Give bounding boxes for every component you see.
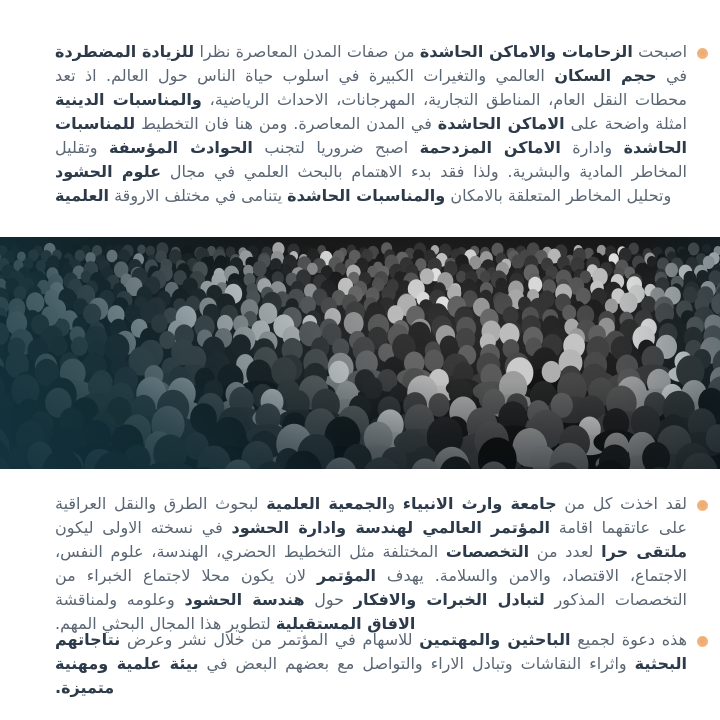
bullet-icon	[697, 636, 708, 647]
paragraph-invitation	[55, 628, 708, 700]
bullet-icon	[697, 500, 708, 511]
paragraph-intro-crowded-places	[55, 40, 708, 208]
paragraph-conference-announcement	[55, 492, 708, 636]
crowd-photo	[0, 237, 720, 469]
paragraph-intro-text: اصبحت الزحامات والاماكن الحاشدة من صفات المدن المعاصرة نظرا للزيادة المضطردة في حجم السكان العالمي والتغيرات الكبيرة في اسلوب حياة الناس حول العالم. اذ تعد محطات النقل العام، المناطق التجارية، المهرجانات، الاحداث الرياضية، والمناسبات الدينية امثلة واضحة على الاماكن الحاشدة في المدن المعاصرة. ومن هنا فان التخطيط للمناسبات الحاشدة وادارة الاماكن المزدحمة اصبح ضروريا لتجنب الحوادث المؤسفة وتقليل المخاطر المادية والبشرية. ولذا فقد بدء الاهتمام بالبحث العلمي في مجال علوم الحشود وتحليل المخاطر المتعلقة بالامكان والمناسبات الحاشدة يتنامى في مختلف الاروقة العلمية	[55, 42, 688, 205]
paragraph-conference-text: لقد اخذت كل من جامعة وارث الانبياء والجمعية العلمية لبحوث الطرق والنقل العراقية على عاتقهما اقامة المؤتمر العالمي لهندسة وادارة الحشود في نسخته الاولى ليكون ملتقى حرا لعدد من التخصصات المختلفة مثل التخطيط الحضري، الهندسة، علوم النفس، الاجتماع، الاقتصاد، والامن والسلامة. يهدف المؤتمر لان يكون محلا لاجتماع الخبراء من التخصصات المذكور لتبادل الخبرات والافكار حول هندسة الحشود وعلومه ولمناقشة الافاق المستقبلية لتطوير هذا المجال البحثي المهم.	[55, 494, 688, 633]
paragraph-invitation-text: هذه دعوة لجميع الباحثين والمهتمين للاسهام في المؤتمر من خلال نشر وعرض نتاجاتهم البحثية واثراء النقاشات وتبادل الاراء والتواصل مع بعضهم البعض في بيئة علمية ومهنية متميزة.	[55, 630, 688, 697]
bullet-icon	[697, 48, 708, 59]
crowd-illustration	[0, 237, 720, 469]
